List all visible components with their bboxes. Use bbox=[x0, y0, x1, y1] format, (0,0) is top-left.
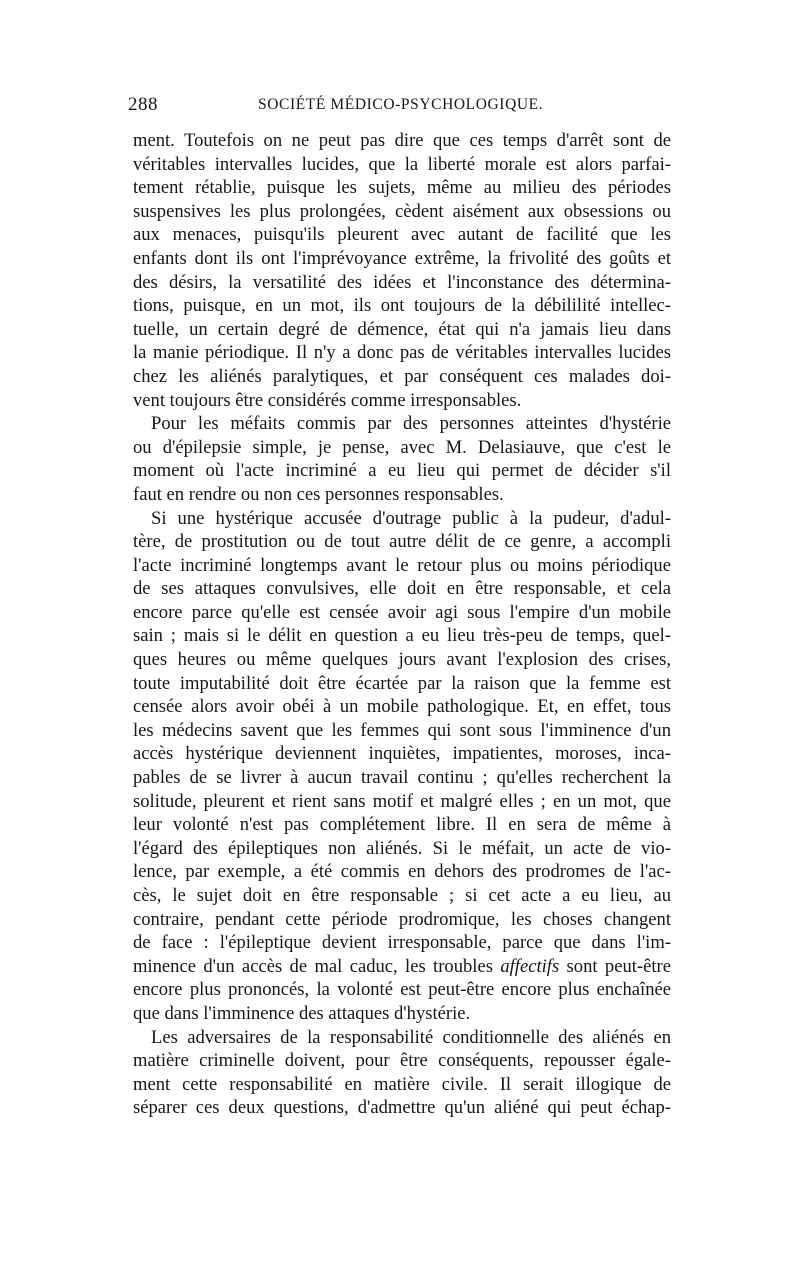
body-text bbox=[133, 129, 671, 1120]
text-line: aux menaces, puisqu'ils pleurent avec autant de facilité que les bbox=[133, 224, 671, 246]
text-line: tement rétablie, puisque les sujets, même au milieu des périodes bbox=[133, 177, 671, 199]
text-line: sain ; mais si le délit en question a eu lieu très-peu de temps, quel- bbox=[133, 625, 671, 647]
page-header bbox=[128, 94, 558, 124]
text-line: l'égard des épileptiques non aliénés. Si le méfait, un acte de vio- bbox=[133, 837, 671, 859]
text-line: tuelle, un certain degré de démence, état qui n'a jamais lieu dans bbox=[133, 318, 671, 340]
text-line: l'acte incriminé longtemps avant le retour plus ou moins périodique bbox=[133, 554, 671, 576]
text-line: vent toujours être considérés comme irresponsables. bbox=[133, 389, 522, 411]
running-title: SOCIÉTÉ MÉDICO-PSYCHOLOGIQUE. bbox=[258, 96, 544, 113]
text-line: véritables intervalles lucides, que la liberté morale est alors parfai- bbox=[133, 153, 671, 175]
text-line: minence d'un accès de mal caduc, les troubles affectifs sont peut-être bbox=[133, 955, 671, 977]
text-line: faut en rendre ou non ces personnes responsables. bbox=[133, 483, 504, 505]
text-line: ques heures ou même quelques jours avant l'explosion des crises, bbox=[133, 649, 671, 671]
text-line: Les adversaires de la responsabilité conditionnelle des aliénés en bbox=[151, 1026, 671, 1048]
text-line: encore parce qu'elle est censée avoir agi sous l'empire d'un mobile bbox=[133, 601, 671, 623]
text-line: leur volonté n'est pas complétement libre. Il en sera de même à bbox=[133, 814, 671, 836]
text-line: les médecins savent que les femmes qui sont sous l'imminence d'un bbox=[133, 719, 671, 741]
text-line: ou d'épilepsie simple, je pense, avec M. Delasiauve, que c'est le bbox=[133, 436, 671, 458]
text-line: chez les aliénés paralytiques, et par conséquent ces malades doi- bbox=[133, 365, 671, 387]
text-line: solitude, pleurent et rient sans motif et malgré elles ; en un mot, que bbox=[133, 790, 671, 812]
text-line: séparer ces deux questions, d'admettre qu'un aliéné qui peut échap- bbox=[133, 1097, 671, 1119]
text-line: des désirs, la versatilité des idées et l'inconstance des détermina- bbox=[133, 271, 671, 293]
text-line: lence, par exemple, a été commis en dehors des prodromes de l'ac- bbox=[133, 861, 671, 883]
text-line: ment. Toutefois on ne peut pas dire que ces temps d'arrêt sont de bbox=[133, 130, 671, 151]
text-line: ment cette responsabilité en matière civile. Il serait illogique de bbox=[133, 1073, 671, 1095]
text-line: de ses attaques convulsives, elle doit en être responsable, et cela bbox=[133, 578, 671, 600]
text-line: pables de se livrer à aucun travail continu ; qu'elles recherchent la bbox=[133, 767, 671, 789]
text-line: tions, puisque, en un mot, ils ont toujours de la débililité intellec- bbox=[133, 295, 671, 317]
text-line: Si une hystérique accusée d'outrage public à la pudeur, d'adul- bbox=[151, 507, 671, 529]
text-line: contraire, pendant cette période prodromique, les choses changent bbox=[133, 908, 671, 930]
text-line: moment où l'acte incriminé a eu lieu qui permet de décider s'il bbox=[133, 460, 671, 482]
text-line: de face : l'épileptique devient irresponsable, parce que dans l'im- bbox=[133, 932, 671, 954]
text-line: toute imputabilité doit être écartée par la raison que la femme est bbox=[133, 672, 671, 694]
italic-word: affectifs bbox=[500, 955, 560, 977]
text-line: suspensives les plus prolongées, cèdent aisément aux obsessions ou bbox=[133, 200, 671, 222]
text-line: la manie périodique. Il n'y a donc pas de véritables intervalles lucides bbox=[133, 342, 671, 364]
text-line: tère, de prostitution ou de tout autre délit de ce genre, a accompli bbox=[133, 531, 671, 553]
text-line: enfants dont ils ont l'imprévoyance extrême, la frivolité des goûts et bbox=[133, 247, 671, 269]
text-line: censée alors avoir obéi à un mobile pathologique. Et, en effet, tous bbox=[133, 696, 671, 718]
text-line: cès, le sujet doit en être responsable ; si cet acte a eu lieu, au bbox=[133, 885, 671, 906]
text-line: que dans l'imminence des attaques d'hystérie. bbox=[133, 1002, 471, 1024]
text-line: encore plus prononcés, la volonté est peut-être encore plus enchaînée bbox=[133, 979, 671, 1001]
text-line: matière criminelle doivent, pour être conséquents, repousser égale- bbox=[133, 1050, 671, 1072]
page-number: 288 bbox=[128, 94, 158, 115]
text-line: Pour les méfaits commis par des personnes atteintes d'hystérie bbox=[151, 413, 671, 435]
text-line: accès hystérique deviennent inquiètes, impatientes, moroses, inca- bbox=[133, 743, 671, 765]
